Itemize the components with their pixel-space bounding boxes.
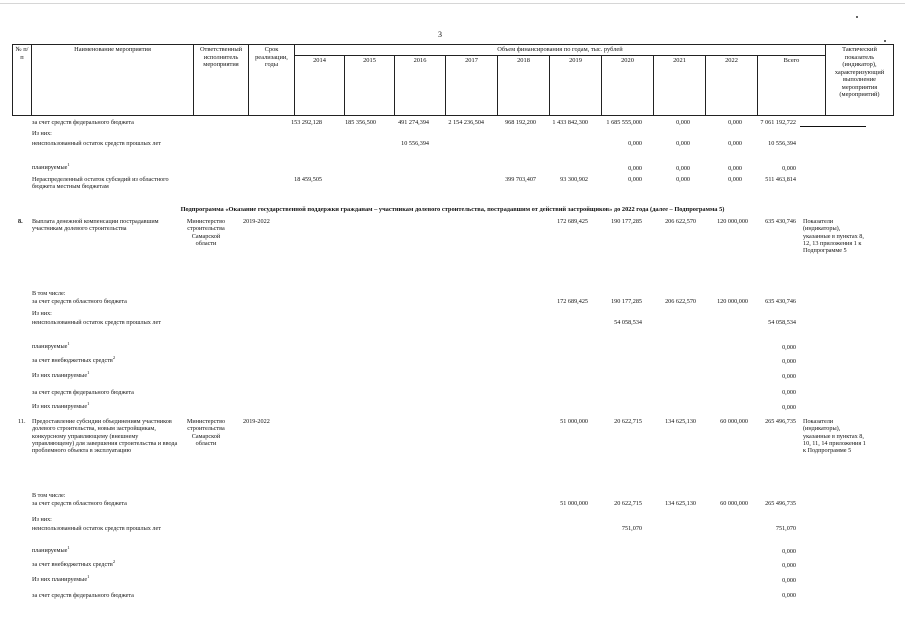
row-label: за счет средств областного бюджета — [32, 500, 127, 507]
row-label: за счет средств федерального бюджета — [32, 389, 134, 396]
col-responsible: Ответственный исполнитель мероприятия — [194, 45, 249, 116]
cell: 0,000 — [782, 165, 796, 172]
row-label: планируемые$^1$ — [32, 161, 70, 171]
cell: 0,000 — [782, 404, 796, 411]
cell: 1 685 555,000 — [606, 119, 642, 126]
cell: 635 430,746 — [765, 298, 796, 305]
item-name: Предоставление субсидии объединениям участников долевого строительства, новым застройщикам, конкурсному управляющему (внешнему управляющему) для завершения строительства и ввода проблемного объекта в эксплуатацию — [32, 418, 178, 455]
row-label: за счет внебюджетных средств$^2$ — [32, 558, 116, 568]
cell: 190 177,285 — [611, 298, 642, 305]
cell: 0,000 — [782, 344, 796, 351]
row-label: Из них планируемые$^1$ — [32, 400, 90, 410]
cell: 0,000 — [628, 176, 642, 183]
row-label: планируемые$^1$ — [32, 340, 70, 350]
row-label: неиспользованный остаток средств прошлых лет — [32, 319, 161, 326]
col-name: Наименование мероприятия — [32, 45, 194, 116]
cell: 0,000 — [782, 592, 796, 599]
cell: 751,070 — [621, 525, 642, 532]
cell: 18 459,505 — [294, 176, 322, 183]
cell: 0,000 — [782, 548, 796, 555]
cell: 60 000,000 — [720, 500, 748, 507]
cell: 0,000 — [728, 140, 742, 147]
year-2018: 2018 — [498, 56, 550, 116]
cell: 10 556,394 — [401, 140, 429, 147]
cell: 511 463,814 — [765, 176, 796, 183]
cell: 185 356,500 — [345, 119, 376, 126]
cell: 54 058,534 — [614, 319, 642, 326]
item-responsible: Министерство строительства Самарской области — [186, 418, 226, 447]
cell: 635 430,746 — [765, 218, 796, 225]
year-2021: 2021 — [654, 56, 706, 116]
row-label: неиспользованный остаток средств прошлых лет — [32, 525, 161, 532]
cell: 153 292,128 — [291, 119, 322, 126]
cell: 206 622,570 — [665, 218, 696, 225]
cell: 265 496,735 — [765, 500, 796, 507]
cell: 20 622,715 — [614, 418, 642, 425]
cell: 0,000 — [782, 373, 796, 380]
cell: 491 274,394 — [398, 119, 429, 126]
row-label: неиспользованный остаток средств прошлых лет — [32, 140, 161, 147]
cell: 0,000 — [728, 119, 742, 126]
item-term: 2019-2022 — [243, 418, 270, 425]
row-label: В том числе: — [32, 492, 66, 499]
row-label: Из них: — [32, 516, 52, 523]
cell: 751,070 — [775, 525, 796, 532]
cell: 93 300,902 — [560, 176, 588, 183]
year-2017: 2017 — [446, 56, 498, 116]
item-name: Выплата денежной компенсации пострадавшим участникам долевого строительства — [32, 218, 159, 233]
cell: 0,000 — [782, 562, 796, 569]
page-number: 3 — [438, 30, 442, 39]
cell: 0,000 — [728, 165, 742, 172]
cell: 10 556,394 — [768, 140, 796, 147]
row-label: Из них планируемые$^1$ — [32, 369, 90, 379]
cell: 172 689,425 — [557, 218, 588, 225]
cell: 399 703,407 — [505, 176, 536, 183]
cell: 0,000 — [676, 119, 690, 126]
row-label: Из них планируемые$^1$ — [32, 573, 90, 583]
row-label: за счет средств областного бюджета — [32, 298, 127, 305]
cell: 172 689,425 — [557, 298, 588, 305]
cell: 134 625,130 — [665, 500, 696, 507]
year-total: Всего — [758, 56, 826, 116]
cell: 1 433 842,300 — [552, 119, 588, 126]
col-no: № п/п — [13, 45, 32, 116]
cell: 968 192,200 — [505, 119, 536, 126]
cell: 0,000 — [782, 577, 796, 584]
row-label: планируемые$^1$ — [32, 544, 70, 554]
item-no: 8. — [18, 218, 23, 225]
year-2015: 2015 — [345, 56, 395, 116]
cell: 0,000 — [676, 140, 690, 147]
col-indicator: Тактический показатель (индикатор), характеризующий выполнение мероприятия (мероприятий) — [826, 45, 894, 116]
row-label: за счет внебюджетных средств$^2$ — [32, 354, 116, 364]
item-term: 2019-2022 — [243, 218, 270, 225]
cell: 0,000 — [728, 176, 742, 183]
cell: 0,000 — [628, 165, 642, 172]
col-term: Срок реализации, годы — [249, 45, 295, 116]
rule — [800, 126, 866, 127]
cell: 265 496,735 — [765, 418, 796, 425]
cell: 60 000,000 — [720, 418, 748, 425]
cell: 0,000 — [676, 176, 690, 183]
col-funding: Объем финансирования по годам, тыс. рублей — [295, 45, 826, 56]
cell: 54 058,534 — [768, 319, 796, 326]
cell: 120 000,000 — [717, 298, 748, 305]
cell: 120 000,000 — [717, 218, 748, 225]
item-indicator: Показатели (индикаторы), указанные в пунктах 8, 12, 13 приложения 1 к Подпрограмме 5 — [803, 218, 864, 255]
cell: 20 622,715 — [614, 500, 642, 507]
cell: 51 000,000 — [560, 418, 588, 425]
cell: 206 622,570 — [665, 298, 696, 305]
cell: 0,000 — [782, 389, 796, 396]
year-2016: 2016 — [395, 56, 446, 116]
cell: 2 154 236,504 — [448, 119, 484, 126]
year-2022: 2022 — [706, 56, 758, 116]
subprogram-title: Подпрограмма «Оказание государственной поддержки гражданам – участникам долевого строительства, пострадавшим от действий застройщиков» до 2022 года (далее – Подпрограмма 5) — [180, 206, 725, 213]
item-no: 11. — [18, 418, 26, 425]
cell: 7 061 192,722 — [760, 119, 796, 126]
row-label: Из них: — [32, 310, 52, 317]
year-2019: 2019 — [550, 56, 602, 116]
cell: 0,000 — [782, 358, 796, 365]
row-label: Нераспределенный остаток субсидий из областного бюджета местным бюджетам — [32, 176, 169, 191]
row-label: за счет средств федерального бюджета — [32, 592, 134, 599]
year-2014: 2014 — [295, 56, 345, 116]
cell: 134 625,130 — [665, 418, 696, 425]
cell: 0,000 — [628, 140, 642, 147]
row-label: В том числе: — [32, 290, 66, 297]
cell: 190 177,285 — [611, 218, 642, 225]
item-responsible: Министерство строительства Самарской области — [186, 218, 226, 247]
cell: 51 000,000 — [560, 500, 588, 507]
cell: 0,000 — [676, 165, 690, 172]
row-label: Из них: — [32, 130, 52, 137]
row-label: за счет средств федерального бюджета — [32, 119, 134, 126]
item-indicator: Показатели (индикаторы), указанные в пунктах 8, 10, 11, 14 приложения 1 к Подпрограмме 5 — [803, 418, 866, 455]
year-2020: 2020 — [602, 56, 654, 116]
